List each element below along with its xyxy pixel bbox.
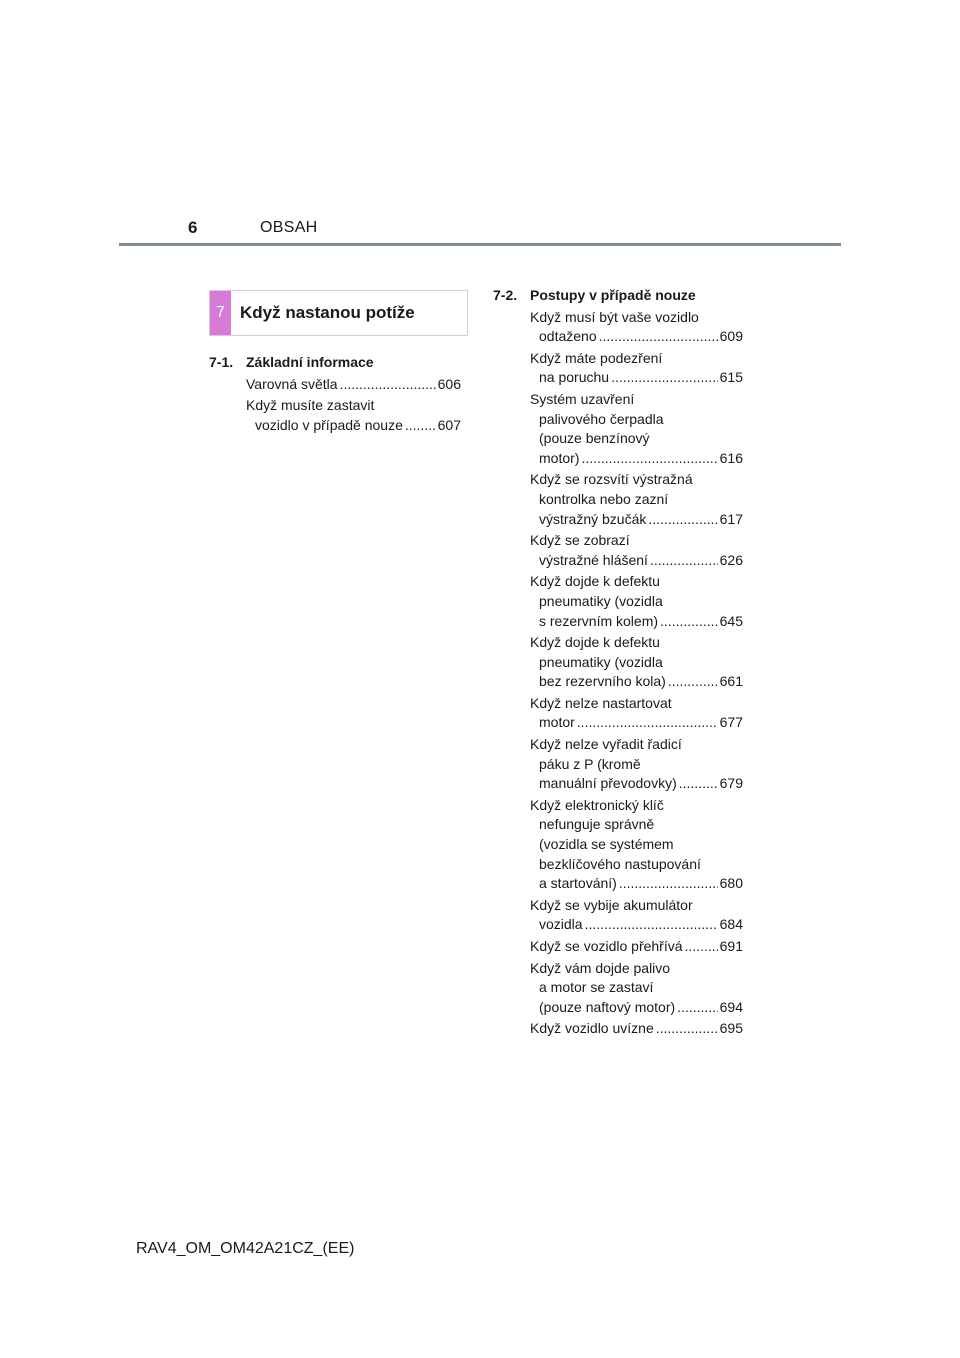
- toc-page-number: 615: [719, 369, 743, 386]
- toc-entry-leader-line: [246, 416, 461, 436]
- toc-entry-text-line: palivového čerpadla: [539, 410, 664, 427]
- toc-entry-text-line: Když se zobrazí: [530, 532, 630, 549]
- toc-entry-text-line: nefunguje správně: [539, 816, 655, 833]
- toc-entry-text-line: páku z P (kromě: [539, 755, 641, 772]
- toc-entry-leader-line: [530, 449, 743, 469]
- toc-page-number: 609: [719, 328, 743, 345]
- dot-leader: [340, 375, 436, 395]
- toc-right-column: [493, 286, 743, 1039]
- dot-leader: [660, 612, 718, 632]
- toc-entry-leader-line: [530, 874, 743, 894]
- dot-leader: [656, 1019, 718, 1039]
- toc-page-number: 616: [719, 449, 743, 466]
- header-rule: [119, 243, 841, 246]
- toc-entry-leader-line: [530, 510, 743, 530]
- toc-entry-leader-line: [530, 551, 743, 571]
- toc-entry[interactable]: [493, 572, 743, 631]
- toc-page-number: 606: [437, 375, 461, 392]
- toc-page-number: 677: [719, 714, 743, 731]
- toc-entry-leader-line: [530, 998, 743, 1018]
- toc-entry[interactable]: [493, 531, 743, 570]
- dot-leader: [668, 672, 718, 692]
- dot-leader: [405, 416, 436, 436]
- toc-entry-text-line: Když nelze vyřadit řadicí: [530, 736, 682, 753]
- toc-page-number: 679: [719, 775, 743, 792]
- toc-entry-text-line: Systém uzavření: [530, 390, 635, 407]
- toc-entry-text-line: Když musí být vaše vozidlo: [530, 308, 699, 325]
- toc-entry[interactable]: [493, 959, 743, 1018]
- toc-entry[interactable]: [493, 694, 743, 733]
- dot-leader: [685, 937, 718, 957]
- footer-doc-code: RAV4_OM_OM42A21CZ_(EE): [136, 1240, 355, 1257]
- toc-entry-text-line: Když nelze nastartovat: [530, 694, 672, 711]
- toc-entry-text-line: (vozidla se systémem: [539, 836, 674, 853]
- toc-entry-text-line: Když musíte zastavit: [246, 397, 375, 414]
- toc-page-number: 661: [719, 673, 743, 690]
- toc-entry-text-line: výstražné hlášení: [539, 551, 648, 568]
- toc-entry[interactable]: [209, 396, 461, 435]
- toc-entry[interactable]: [493, 308, 743, 347]
- toc-page-number: 694: [719, 998, 743, 1015]
- toc-entry-text-line: vozidlo v případě nouze: [255, 416, 403, 433]
- toc-page-number: 607: [437, 416, 461, 433]
- toc-entry[interactable]: [493, 896, 743, 935]
- section-number: 7-2.: [493, 287, 518, 303]
- toc-entry[interactable]: [493, 349, 743, 388]
- toc-entry-leader-line: [530, 713, 743, 733]
- toc-entry[interactable]: [493, 1019, 743, 1039]
- page-number: 6: [188, 218, 198, 237]
- toc-entry-text-line: Když máte podezření: [530, 349, 663, 366]
- dot-leader: [611, 368, 718, 388]
- toc-entry[interactable]: [493, 633, 743, 692]
- chapter-heading-box: [209, 290, 468, 336]
- dot-leader: [581, 449, 717, 469]
- toc-entry[interactable]: [493, 470, 743, 529]
- toc-entry-text-line: Když dojde k defektu: [530, 634, 660, 651]
- toc-entry-text-line: s rezervním kolem): [539, 612, 659, 629]
- toc-entry-leader-line: [530, 672, 743, 692]
- toc-entry[interactable]: [493, 937, 743, 957]
- toc-entry-text-line: bez rezervního kola): [539, 673, 666, 690]
- toc-entry-text-line: Když se vybije akumulátor: [530, 896, 693, 913]
- toc-entry-leader-line: [530, 774, 743, 794]
- toc-entry-text-line: (pouze naftový motor): [539, 998, 676, 1015]
- toc-entry-text-line: bezklíčového nastupování: [539, 855, 701, 872]
- section-number: 7-1.: [209, 354, 234, 370]
- toc-entry-leader-line: [246, 375, 461, 395]
- toc-entry-text-line: manuální převodovky): [539, 775, 677, 792]
- dot-leader: [677, 998, 717, 1018]
- chapter-title: Když nastanou potíže: [240, 303, 415, 322]
- toc-entry-text-line: Varovná světla: [246, 375, 338, 392]
- toc-page-number: 617: [719, 510, 743, 527]
- toc-entry-text-line: Když se vozidlo přehřívá: [530, 938, 683, 954]
- toc-entry-text-line: pneumatiky (vozidla: [539, 653, 663, 670]
- toc-page-number: 695: [719, 1020, 743, 1037]
- toc-page-number: 626: [719, 551, 743, 568]
- toc-entry-text-line: a motor se zastaví: [539, 979, 654, 996]
- toc-entry-text-line: vozidla: [539, 916, 583, 933]
- toc-entry-text-line: Když vozidlo uvízne: [530, 1020, 654, 1037]
- toc-entry-text-line: a startování): [539, 875, 617, 892]
- toc-entry-text-line: odtaženo: [539, 328, 597, 345]
- toc-entry-text-line: Když elektronický klíč: [530, 796, 664, 813]
- toc-entry-text-line: Když dojde k defektu: [530, 573, 660, 590]
- toc-entry-leader-line: [530, 327, 743, 347]
- toc-page-number: 691: [719, 938, 743, 954]
- toc-entry-text-line: Když vám dojde palivo: [530, 959, 671, 976]
- toc-entries: [493, 308, 743, 1039]
- toc-entry[interactable]: [493, 735, 743, 794]
- toc-entry-text-line: na poruchu: [539, 369, 610, 386]
- dot-leader: [619, 874, 718, 894]
- toc-entry-leader-line: [530, 937, 743, 957]
- toc-entry-leader-line: [530, 368, 743, 388]
- section-heading: [493, 286, 743, 306]
- toc-entry-text-line: (pouze benzínový: [539, 430, 650, 447]
- dot-leader: [585, 915, 718, 935]
- dot-leader: [679, 774, 718, 794]
- dot-leader: [577, 713, 718, 733]
- toc-entry-leader-line: [530, 1019, 743, 1039]
- toc-entry-text-line: motor: [539, 714, 575, 731]
- toc-entries: [209, 375, 461, 436]
- dot-leader: [650, 551, 718, 571]
- running-title: OBSAH: [260, 219, 318, 236]
- toc-entry-leader-line: [530, 915, 743, 935]
- section-title: Postupy v případě nouze: [530, 287, 696, 303]
- toc-left-column: [209, 353, 461, 435]
- toc-entry[interactable]: [493, 390, 743, 468]
- toc-entry-text-line: pneumatiky (vozidla: [539, 592, 663, 609]
- toc-entry-text-line: Když se rozsvítí výstražná: [530, 471, 693, 488]
- section-title: Základní informace: [246, 354, 374, 370]
- toc-page-number: 680: [719, 875, 743, 892]
- toc-entry-text-line: výstražný bzučák: [539, 510, 647, 527]
- dot-leader: [599, 327, 718, 347]
- toc-page-number: 645: [719, 612, 743, 629]
- chapter-number-tab: 7: [210, 291, 231, 335]
- toc-entry[interactable]: [209, 375, 461, 395]
- toc-entry[interactable]: [493, 796, 743, 894]
- toc-entry-text-line: motor): [539, 449, 580, 466]
- toc-page-number: 684: [719, 916, 743, 933]
- toc-entry-leader-line: [530, 612, 743, 632]
- section-heading: [209, 353, 461, 373]
- toc-entry-text-line: kontrolka nebo zazní: [539, 490, 669, 507]
- dot-leader: [648, 510, 717, 530]
